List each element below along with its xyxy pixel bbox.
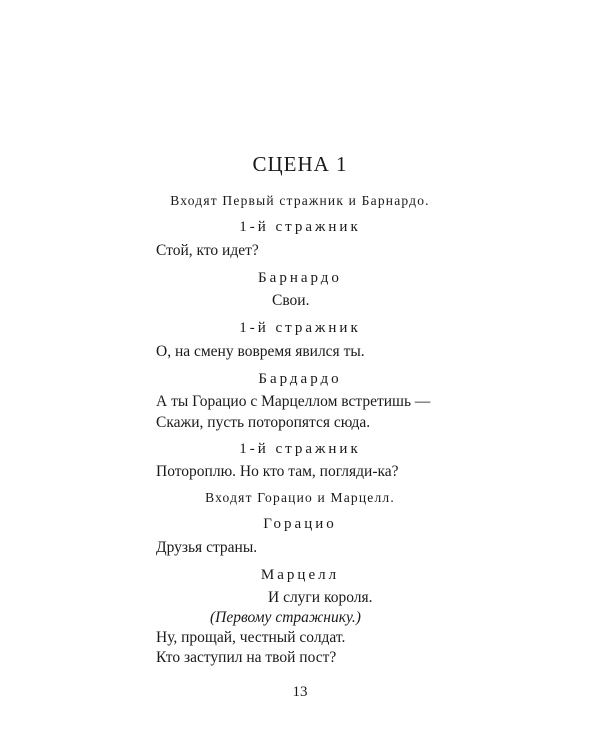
verse-line: Друзья страны. [156,539,258,556]
verse-line: А ты Горацио с Марцеллом встретишь — [156,393,431,410]
speaker-name: Марцелл [260,567,340,583]
stage-direction: Входят Горацио и Марцелл. [205,490,395,505]
verse-line: Ну, прощай, честный солдат. [156,629,346,646]
speaker-name: 1-й стражник [239,320,361,336]
stage-direction-aside: (Первому стражнику.) [210,609,361,626]
verse-line: Кто заступил на твой пост? [156,649,337,666]
verse-line: Скажи, пусть поторопятся сюда. [156,414,371,431]
verse-line: Стой, кто идет? [156,242,259,259]
scene-title: СЦЕНА 1 [252,152,348,176]
speaker-name: Горацио [263,516,337,532]
page-number: 13 [292,684,308,700]
verse-line: Свои. [272,292,310,309]
verse-line: О, на смену вовремя явился ты. [156,343,365,360]
speaker-name: Барнардо [258,270,342,286]
stage-direction: Входят Первый стражник и Барнардо. [170,193,430,208]
speaker-name: 1-й стражник [239,219,361,235]
verse-line: Потороплю. Но кто там, погляди-ка? [156,463,399,480]
speaker-name: Бардардо [258,371,342,387]
speaker-name: 1-й стражник [239,441,361,457]
verse-line: И слуги короля. [268,589,373,606]
